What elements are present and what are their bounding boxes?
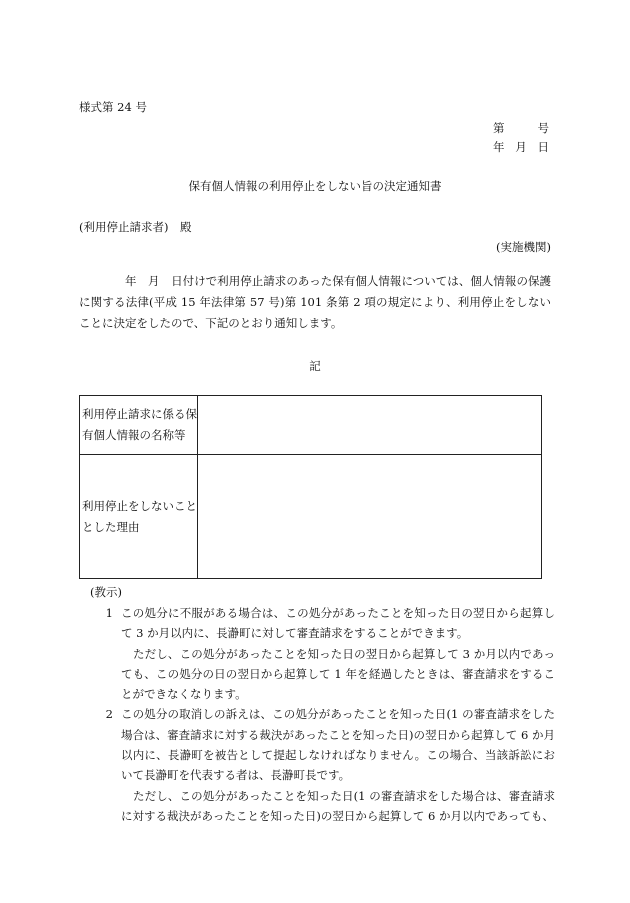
recipient: (利用停止請求者) 殿 bbox=[79, 220, 192, 234]
body-paragraph: 年 月 日付けで利用停止請求のあった保有個人情報については、個人情報の保護に関する法律(平成 15 年法律第 57 号)第 101 条第 2 項の規定により、利用停止をしないことに決定をしたので、下記のとおり通知します。 bbox=[79, 274, 551, 330]
notice-item-1 bbox=[79, 603, 555, 704]
ki-heading: 記 bbox=[309, 359, 321, 373]
form-number: 様式第 24 号 bbox=[79, 100, 147, 114]
document-number-prefix: 第 bbox=[493, 121, 505, 135]
item-number: 2 bbox=[105, 707, 113, 722]
date-month: 月 bbox=[515, 140, 527, 154]
item-paragraph: ただし、この処分があったことを知った日の翌日から起算して 3 か月以内であっても、この処分の日の翌日から起算して 1 年を経過したときは、審査請求をすることができなくなります。 bbox=[121, 646, 555, 702]
row1-value bbox=[198, 396, 542, 455]
notice-heading: (教示) bbox=[90, 585, 122, 599]
sender: (実施機関) bbox=[496, 240, 551, 254]
document-number bbox=[493, 120, 549, 136]
item-number: 1 bbox=[105, 606, 113, 620]
record-table bbox=[79, 395, 542, 579]
row2-label: 利用停止をしないこととした理由 bbox=[80, 455, 198, 579]
notice-item-2 bbox=[79, 704, 555, 826]
row1-label: 利用停止請求に係る保有個人情報の名称等 bbox=[80, 396, 198, 455]
date-year: 年 bbox=[493, 140, 505, 154]
body-text bbox=[79, 271, 551, 334]
item-paragraph: ただし、この処分があったことを知った日(1 の審査請求をした場合は、審査請求に対する裁決があったことを知った日)の翌日から起算して 6 か月以内であっても、 bbox=[121, 788, 555, 823]
document-title: 保有個人情報の利用停止をしない旨の決定通知書 bbox=[188, 179, 442, 193]
table-row bbox=[80, 455, 542, 579]
notice-section bbox=[79, 603, 555, 826]
item-paragraph: この処分の取消しの訴えは、この処分があったことを知った日(1 の審査請求をした場合は、審査請求に対する裁決があったことを知った日)の翌日から起算して 6 か月以内に、長瀞町を被告として提起しなければなりません。この場合、当該訴訟において長瀞町を代表する者は、長瀞町長です。 bbox=[121, 707, 555, 783]
document-date bbox=[493, 139, 549, 155]
table-row bbox=[80, 396, 542, 455]
document-number-suffix: 号 bbox=[537, 121, 549, 135]
row2-value bbox=[198, 455, 542, 579]
item-paragraph: この処分に不服がある場合は、この処分があったことを知った日の翌日から起算して 3 か月以内に、長瀞町に対して審査請求をすることができます。 bbox=[121, 606, 555, 641]
date-day: 日 bbox=[537, 140, 549, 154]
